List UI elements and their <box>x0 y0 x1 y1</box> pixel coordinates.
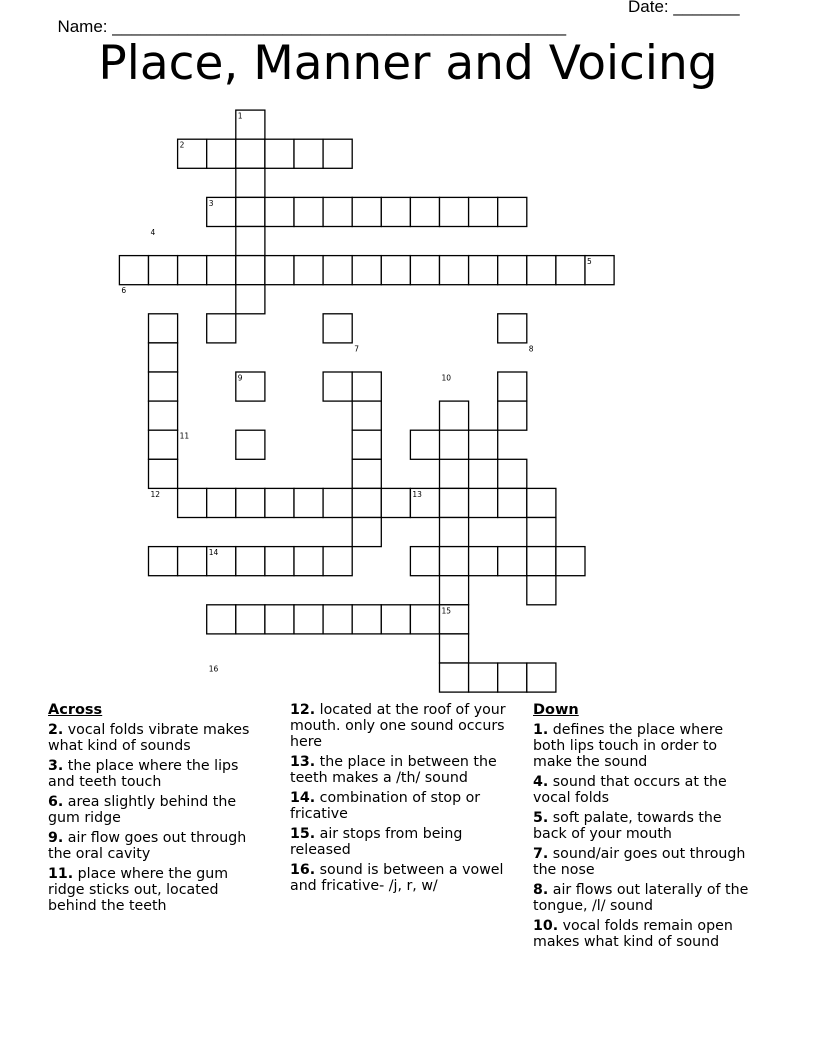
grid-cell[interactable] <box>410 605 439 634</box>
grid-cell[interactable] <box>323 314 352 343</box>
grid-cell[interactable] <box>236 547 265 576</box>
grid-cell[interactable] <box>440 256 469 285</box>
clue-number: 14. <box>290 790 316 806</box>
cell-number: 2 <box>179 140 185 150</box>
grid-cell[interactable] <box>381 256 410 285</box>
grid-cell[interactable] <box>323 256 352 285</box>
grid-cell[interactable] <box>323 372 352 401</box>
grid-cell[interactable] <box>440 634 469 663</box>
grid-cell[interactable] <box>207 488 236 517</box>
grid-cell[interactable] <box>440 197 469 226</box>
clue-text: air flow goes out through the oral cavity <box>48 830 247 862</box>
clue-text: sound/air goes out through the nose <box>533 846 746 878</box>
grid-cell[interactable] <box>556 547 585 576</box>
grid-cell[interactable] <box>178 256 207 285</box>
grid-cell[interactable] <box>440 401 469 430</box>
clue-item <box>290 790 514 822</box>
grid-cell[interactable] <box>498 256 527 285</box>
cell-number: 8 <box>528 344 534 354</box>
clue-text: air flows out laterally of the tongue, /l/ sound <box>533 882 749 914</box>
cell-number: 9 <box>237 373 243 383</box>
grid-cell[interactable] <box>527 488 556 517</box>
clue-item <box>533 846 749 878</box>
grid-cell[interactable] <box>149 547 178 576</box>
grid-cell[interactable] <box>381 488 410 517</box>
clue-item <box>533 882 749 914</box>
clue-number: 5. <box>533 810 549 826</box>
grid-cell[interactable] <box>323 547 352 576</box>
page-title: Place, Manner and Voicing <box>98 36 718 91</box>
clue-text: located at the roof of your mouth. only one sound occurs here <box>290 702 506 750</box>
grid-cell[interactable] <box>236 227 265 256</box>
grid-cell[interactable] <box>236 605 265 634</box>
grid-cell[interactable] <box>149 372 178 401</box>
clue-item <box>290 862 514 894</box>
clue-number: 16. <box>290 862 316 878</box>
cell-number: 3 <box>208 198 214 208</box>
clue-number: 6. <box>48 794 64 810</box>
grid-cell[interactable] <box>236 197 265 226</box>
grid-cell[interactable] <box>294 488 323 517</box>
grid-cell[interactable] <box>323 139 352 168</box>
grid-cell[interactable] <box>498 547 527 576</box>
across-heading: Across <box>48 702 103 718</box>
grid-cell[interactable] <box>527 663 556 692</box>
grid-cell[interactable] <box>323 605 352 634</box>
grid-cell[interactable] <box>440 663 469 692</box>
clue-item <box>290 826 514 858</box>
clue-number: 3. <box>48 758 64 774</box>
grid-cell[interactable] <box>294 197 323 226</box>
across-clues-column-1 <box>48 702 268 918</box>
grid-cell[interactable] <box>323 488 352 517</box>
clue-text: air stops from being released <box>290 826 463 858</box>
cell-number: 12 <box>150 489 161 499</box>
grid-cell[interactable] <box>265 488 294 517</box>
grid-cell[interactable] <box>207 605 236 634</box>
grid-cell[interactable] <box>498 314 527 343</box>
down-heading: Down <box>533 702 579 718</box>
cell-number: 16 <box>208 664 219 674</box>
cell-number: 13 <box>412 489 422 499</box>
cell-number: 15 <box>441 606 452 616</box>
cell-number: 1 <box>237 111 243 121</box>
grid-cell[interactable] <box>440 547 469 576</box>
clue-number: 4. <box>533 774 549 790</box>
clue-text: vocal folds remain open makes what kind of sound <box>533 918 733 950</box>
clue-text: the place where the lips and teeth touch <box>48 758 239 790</box>
clue-text: area slightly behind the gum ridge <box>48 794 237 826</box>
date-field-label[interactable]: Date: _______ <box>628 0 740 16</box>
grid-cell[interactable] <box>265 547 294 576</box>
clue-item <box>48 794 268 826</box>
clue-text: combination of stop or fricative <box>290 790 481 822</box>
clue-item <box>48 866 268 914</box>
clue-item <box>48 830 268 862</box>
grid-cell[interactable] <box>527 256 556 285</box>
grid-cell[interactable] <box>498 488 527 517</box>
grid-cell[interactable] <box>440 488 469 517</box>
clue-item <box>48 758 268 790</box>
grid-cell[interactable] <box>498 459 527 488</box>
across-clues-column-2 <box>290 702 514 898</box>
clue-item <box>533 722 749 770</box>
down-clues-column <box>533 702 749 954</box>
clue-text: place where the gum ridge sticks out, located behind the teeth <box>48 866 229 914</box>
grid-cell[interactable] <box>381 197 410 226</box>
grid-cell[interactable] <box>381 605 410 634</box>
grid-cell[interactable] <box>352 488 381 517</box>
grid-cell[interactable] <box>527 547 556 576</box>
grid-cell[interactable] <box>207 139 236 168</box>
grid-cell[interactable] <box>498 372 527 401</box>
clue-item <box>533 810 749 842</box>
grid-cell[interactable] <box>352 605 381 634</box>
cell-number: 11 <box>179 431 190 441</box>
clue-text: the place in between the teeth makes a /th/ sound <box>290 754 497 786</box>
grid-cell[interactable] <box>178 547 207 576</box>
grid-cell[interactable] <box>527 576 556 605</box>
clue-item <box>290 702 514 750</box>
grid-cell[interactable] <box>410 256 439 285</box>
grid-cell[interactable] <box>149 430 178 459</box>
clue-number: 7. <box>533 846 549 862</box>
cell-number: 14 <box>208 548 219 558</box>
down-clue-list <box>533 722 749 950</box>
grid-cell[interactable] <box>149 314 178 343</box>
grid-cell[interactable] <box>265 605 294 634</box>
cell-number: 10 <box>441 373 452 383</box>
clue-item <box>533 774 749 806</box>
grid-cell[interactable] <box>410 197 439 226</box>
clue-number: 2. <box>48 722 64 738</box>
grid-cell[interactable] <box>440 459 469 488</box>
clue-item <box>290 754 514 786</box>
clue-number: 10. <box>533 918 559 934</box>
cell-number: 7 <box>354 344 359 354</box>
grid-cell[interactable] <box>352 518 381 547</box>
clue-number: 9. <box>48 830 64 846</box>
grid-cell[interactable] <box>236 488 265 517</box>
grid-cell[interactable] <box>527 518 556 547</box>
grid-cell[interactable] <box>469 547 498 576</box>
grid-cell[interactable] <box>352 459 381 488</box>
clue-number: 8. <box>533 882 549 898</box>
across-clue-list-continued <box>290 702 514 894</box>
grid-cell[interactable] <box>440 576 469 605</box>
grid-cell[interactable] <box>469 430 498 459</box>
grid-cell[interactable] <box>294 605 323 634</box>
grid-cell[interactable] <box>236 256 265 285</box>
clue-number: 12. <box>290 702 316 718</box>
clue-number: 1. <box>533 722 549 738</box>
grid-cell[interactable] <box>469 488 498 517</box>
clue-text: sound is between a vowel and fricative- /j, r, w/ <box>290 862 504 894</box>
cell-number: 6 <box>121 286 127 296</box>
grid-cell[interactable] <box>207 314 236 343</box>
clue-number: 13. <box>290 754 316 770</box>
clue-number: 15. <box>290 826 316 842</box>
grid-cell[interactable] <box>410 430 439 459</box>
grid-cell[interactable] <box>410 547 439 576</box>
grid-cell[interactable] <box>149 343 178 372</box>
grid-cell[interactable] <box>236 168 265 197</box>
grid-cell[interactable] <box>149 401 178 430</box>
grid-cell[interactable] <box>178 488 207 517</box>
grid-cell[interactable] <box>352 401 381 430</box>
grid-cell[interactable] <box>236 139 265 168</box>
clue-text: sound that occurs at the vocal folds <box>533 774 727 806</box>
clue-item <box>533 918 749 950</box>
grid-cell[interactable] <box>119 256 148 285</box>
grid-cell[interactable] <box>265 197 294 226</box>
grid-cell[interactable] <box>498 663 527 692</box>
grid-cell[interactable] <box>352 197 381 226</box>
cell-number: 4 <box>150 228 156 237</box>
grid-cell[interactable] <box>469 197 498 226</box>
grid-cell[interactable] <box>498 197 527 226</box>
grid-cell[interactable] <box>265 139 294 168</box>
cell-number: 5 <box>587 257 592 267</box>
grid-cell[interactable] <box>352 372 381 401</box>
grid-cell[interactable] <box>207 256 236 285</box>
grid-cell[interactable] <box>236 285 265 314</box>
name-field-label[interactable]: Name: ________________________________________________ <box>57 17 567 36</box>
grid-cell[interactable] <box>469 663 498 692</box>
grid-cell[interactable] <box>236 430 265 459</box>
grid-cell[interactable] <box>294 547 323 576</box>
grid-cell[interactable] <box>352 430 381 459</box>
grid-cell[interactable] <box>469 256 498 285</box>
clue-text: defines the place where both lips touch in order to make the sound <box>533 722 724 770</box>
grid-cell[interactable] <box>498 401 527 430</box>
clue-text: vocal folds vibrate makes what kind of sounds <box>48 722 250 754</box>
grid-cell[interactable] <box>352 256 381 285</box>
clue-text: soft palate, towards the back of your mouth <box>533 810 722 842</box>
grid-cell[interactable] <box>149 256 178 285</box>
across-clue-list <box>48 722 268 914</box>
grid-cell[interactable] <box>556 256 585 285</box>
grid-cell[interactable] <box>294 256 323 285</box>
grid-cell[interactable] <box>440 518 469 547</box>
grid-cell[interactable] <box>149 459 178 488</box>
clue-number: 11. <box>48 866 74 882</box>
grid-cell[interactable] <box>265 256 294 285</box>
clue-item <box>48 722 268 754</box>
grid-cell[interactable] <box>323 197 352 226</box>
grid-cell[interactable] <box>294 139 323 168</box>
